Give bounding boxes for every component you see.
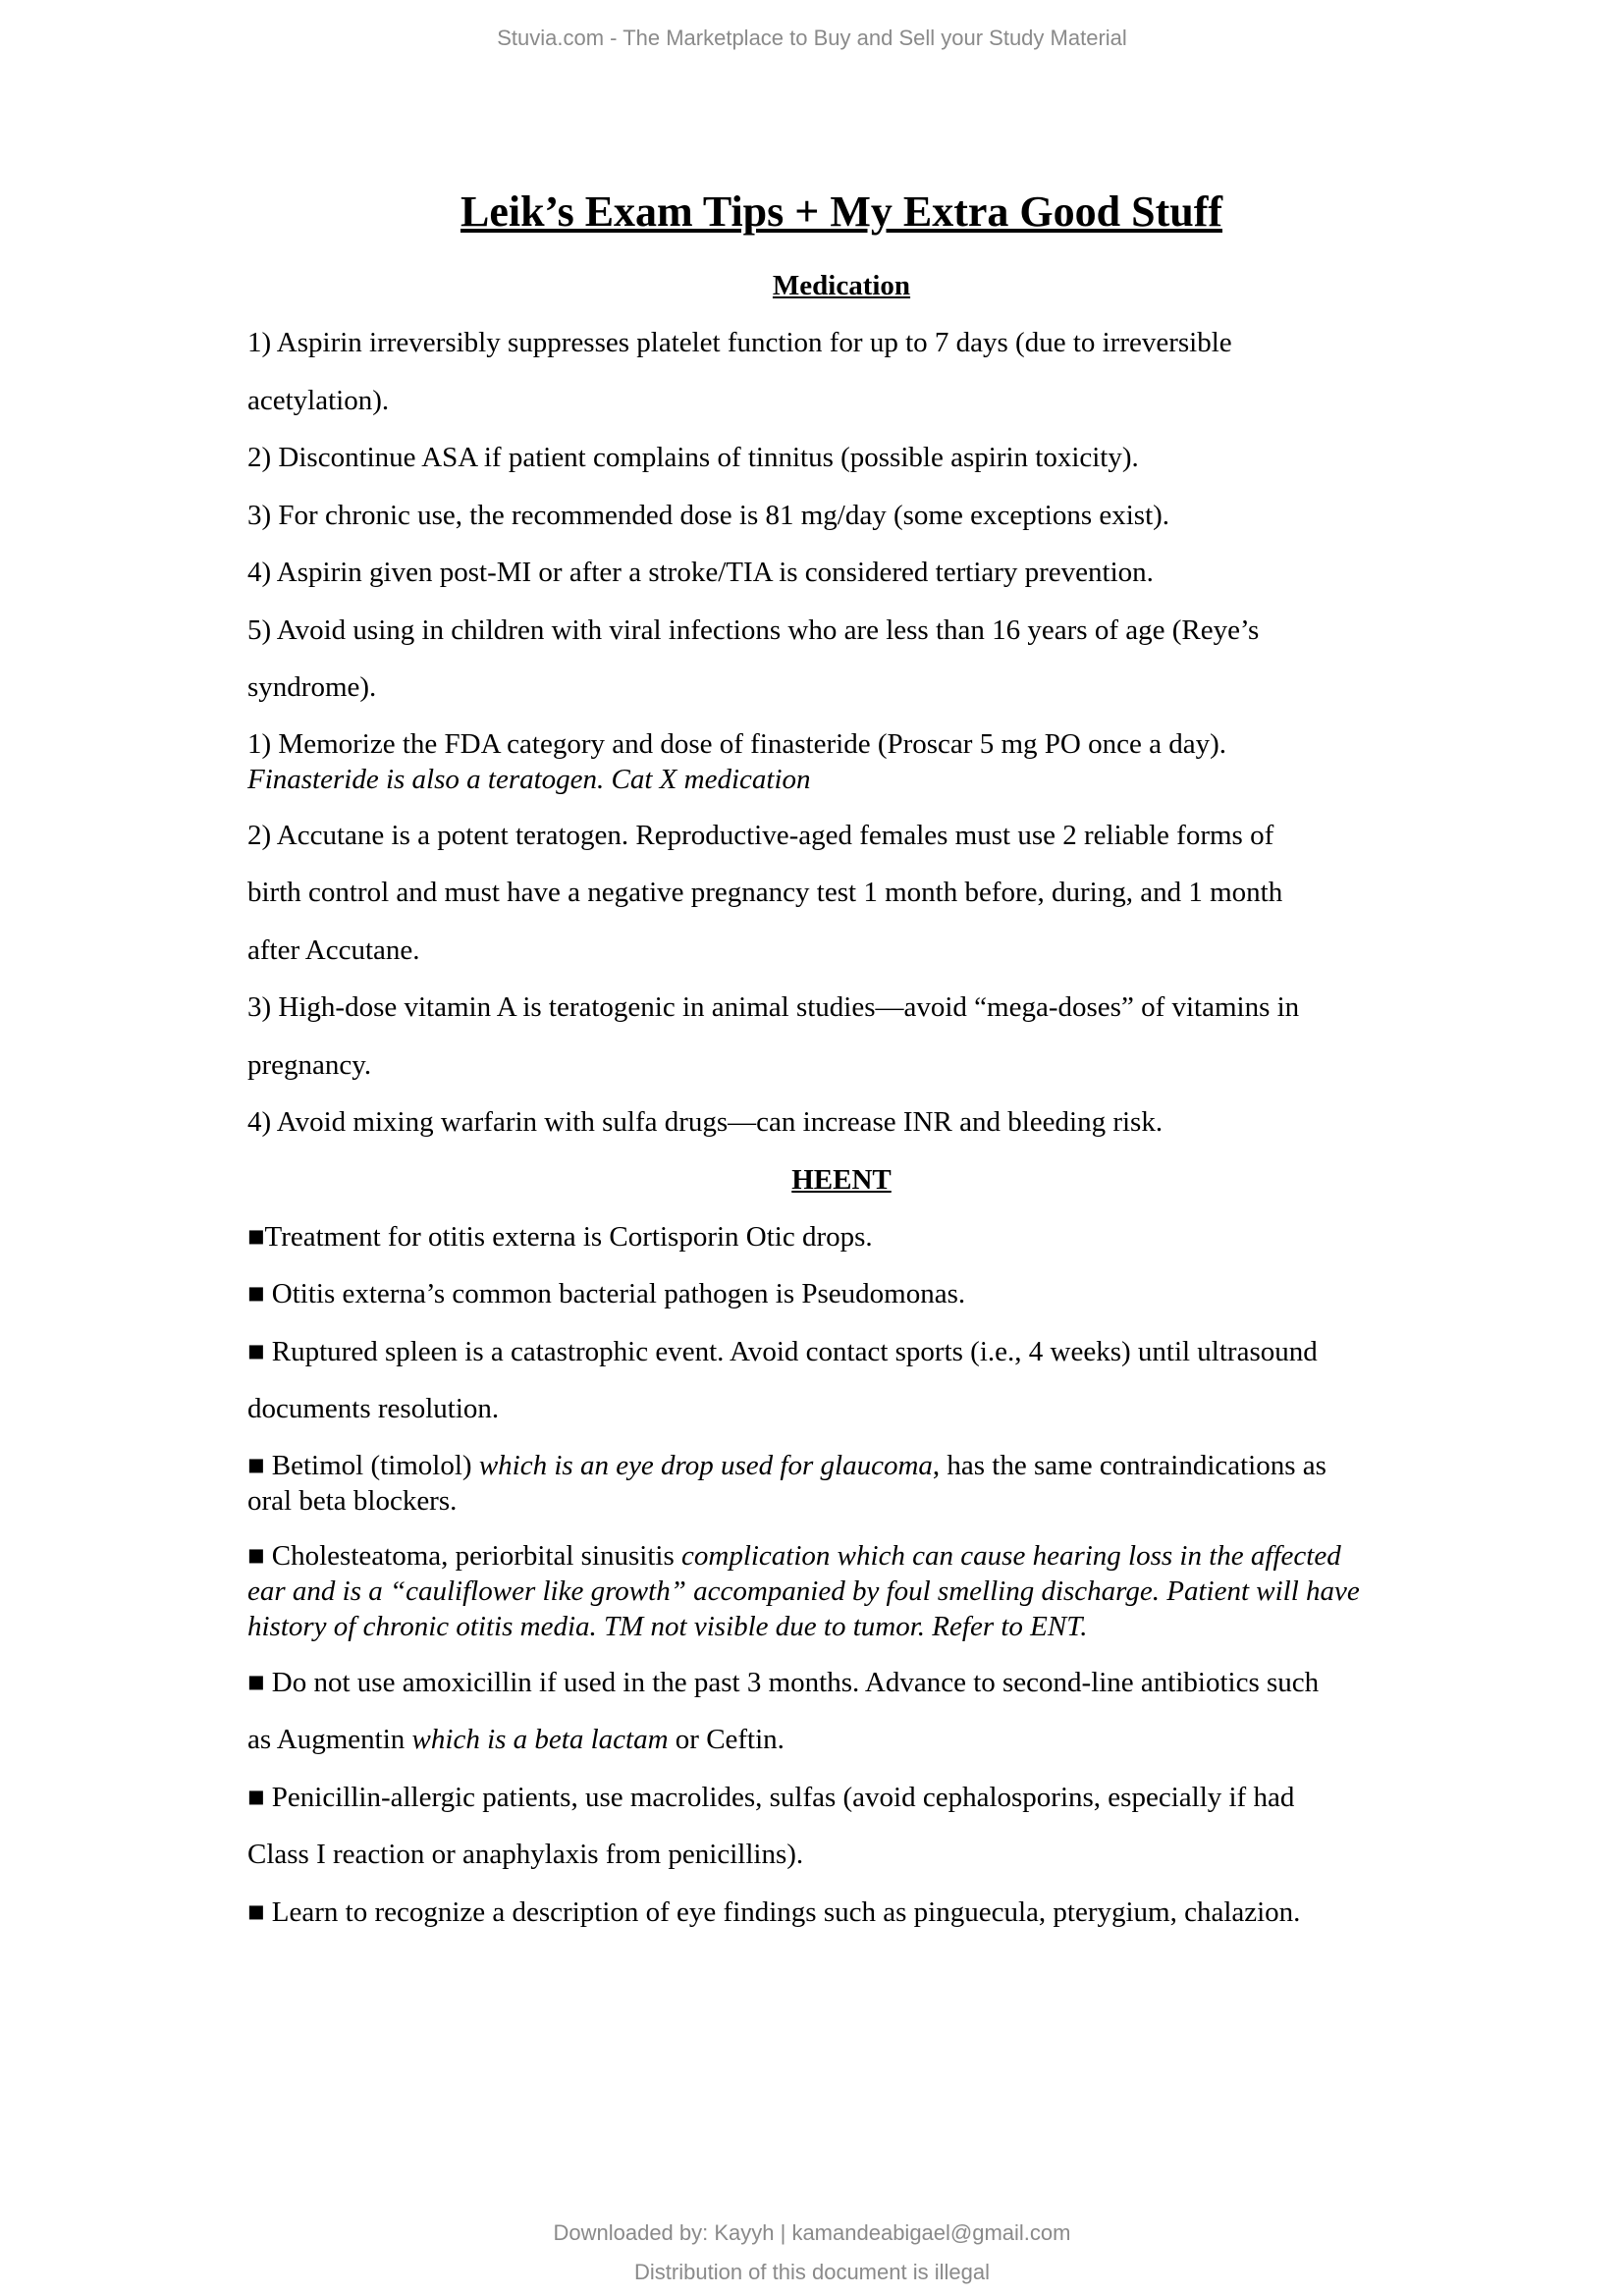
list-item-continuation: syndrome). xyxy=(247,671,377,703)
document-title: Leik’s Exam Tips + My Extra Good Stuff xyxy=(460,187,1222,236)
bullet-line xyxy=(247,1448,1435,1483)
list-item xyxy=(247,717,1435,807)
bullet-item xyxy=(247,1769,1435,1827)
bullet-square-icon: ■ xyxy=(247,1278,265,1309)
bullet-item xyxy=(247,1208,1435,1266)
bullet-square-icon: ■ xyxy=(247,1449,265,1481)
bullet-square-icon: ■ xyxy=(247,1896,265,1928)
section-heading-medication: Medication xyxy=(772,270,911,301)
bullet-continuation xyxy=(247,1609,1435,1644)
italic-text: history of chronic otitis media. TM not visible due to tumor. Refer to ENT. xyxy=(247,1610,1088,1642)
bullet-continuation xyxy=(247,1711,1435,1769)
bullet-continuation: documents resolution. xyxy=(247,1393,500,1424)
list-item: 5) Avoid using in children with viral infections who are less than 16 years of age (Reye’s xyxy=(247,614,1260,646)
bullet-continuation: oral beta blockers. xyxy=(247,1484,458,1517)
bullet-square-icon: ■ xyxy=(247,1335,265,1367)
bullet-text: Ruptured spleen is a catastrophic event. Avoid contact sports (i.e., 4 weeks) until ultrasound xyxy=(271,1335,1318,1367)
list-item: 4) Aspirin given post-MI or after a stroke/TIA is considered tertiary prevention. xyxy=(247,557,1154,588)
header-watermark: Stuvia.com - The Marketplace to Buy and Sell your Study Material xyxy=(497,26,1127,50)
bullet-text: Treatment for otitis externa is Cortisporin Otic drops. xyxy=(264,1220,873,1253)
italic-text: which is an eye drop used for glaucoma xyxy=(478,1449,933,1481)
list-item: 3) For chronic use, the recommended dose is 81 mg/day (some exceptions exist). xyxy=(247,499,1170,531)
bullet-text: or Ceftin. xyxy=(668,1724,785,1755)
bullet-text: Cholesteatoma, periorbital sinusitis xyxy=(271,1539,681,1572)
italic-text: ear and is a “cauliflower like growth” accompanied by foul smelling discharge. Patient will have xyxy=(247,1575,1360,1607)
list-item-continuation: birth control and must have a negative pregnancy test 1 month before, during, and 1 month xyxy=(247,877,1283,908)
bullet-item xyxy=(247,1654,1435,1712)
bullet-continuation: Class I reaction or anaphylaxis from penicillins). xyxy=(247,1839,804,1870)
list-item-text: 1) Memorize the FDA category and dose of finasteride (Proscar 5 mg PO once a day). xyxy=(247,727,1226,760)
list-item: 3) High-dose vitamin A is teratogenic in animal studies—avoid “mega-doses” of vitamins in xyxy=(247,991,1300,1023)
bullet-text: , has the same contraindications as xyxy=(932,1449,1326,1481)
bullet-item xyxy=(247,1265,1435,1323)
bullet-item xyxy=(247,1884,1435,1942)
bullet-text: as Augmentin xyxy=(247,1724,412,1755)
list-item-continuation: pregnancy. xyxy=(247,1048,372,1081)
bullet-text: Learn to recognize a description of eye findings such as pinguecula, pterygium, chalazion. xyxy=(271,1896,1301,1928)
footer-downloaded-by: Downloaded by: Kayyh | kamandeabigael@gmail.com xyxy=(553,2220,1071,2245)
bullet-item xyxy=(247,1438,1435,1528)
bullet-continuation xyxy=(247,1574,1435,1609)
list-item: 1) Aspirin irreversibly suppresses platelet function for up to 7 days (due to irreversible xyxy=(247,327,1232,358)
bullet-square-icon: ■ xyxy=(247,1220,265,1253)
bullet-item xyxy=(247,1528,1435,1654)
list-item-note xyxy=(247,762,1435,797)
footer-distribution-notice: Distribution of this document is illegal xyxy=(634,2260,990,2284)
list-item: 2) Discontinue ASA if patient complains of tinnitus (possible aspirin toxicity). xyxy=(247,442,1139,473)
italic-text: which is a beta lactam xyxy=(411,1724,669,1755)
bullet-text: Do not use amoxicillin if used in the past 3 months. Advance to second-line antibiotics such xyxy=(271,1666,1320,1698)
italic-text: complication which can cause hearing loss in the affected xyxy=(681,1539,1341,1572)
bullet-text: Penicillin-allergic patients, use macrolides, sulfas (avoid cephalosporins, especially if had xyxy=(271,1781,1295,1813)
bullet-square-icon: ■ xyxy=(247,1666,265,1698)
bullet-line xyxy=(247,1538,1435,1574)
list-item-continuation: acetylation). xyxy=(247,384,390,416)
document-body xyxy=(247,177,1435,1941)
section-heading-heent: HEENT xyxy=(791,1163,892,1196)
bullet-text: Betimol (timolol) xyxy=(271,1449,479,1481)
bullet-square-icon: ■ xyxy=(247,1539,265,1572)
list-item-continuation: after Accutane. xyxy=(247,934,420,966)
list-item: 4) Avoid mixing warfarin with sulfa drugs—can increase INR and bleeding risk. xyxy=(247,1106,1164,1138)
italic-note: Finasteride is also a teratogen. Cat X medication xyxy=(247,763,811,795)
bullet-text: Otitis externa’s common bacterial pathogen is Pseudomonas. xyxy=(271,1278,966,1309)
bullet-square-icon: ■ xyxy=(247,1781,265,1813)
list-item: 2) Accutane is a potent teratogen. Reproductive-aged females must use 2 reliable forms of xyxy=(247,819,1274,851)
bullet-item xyxy=(247,1323,1435,1381)
